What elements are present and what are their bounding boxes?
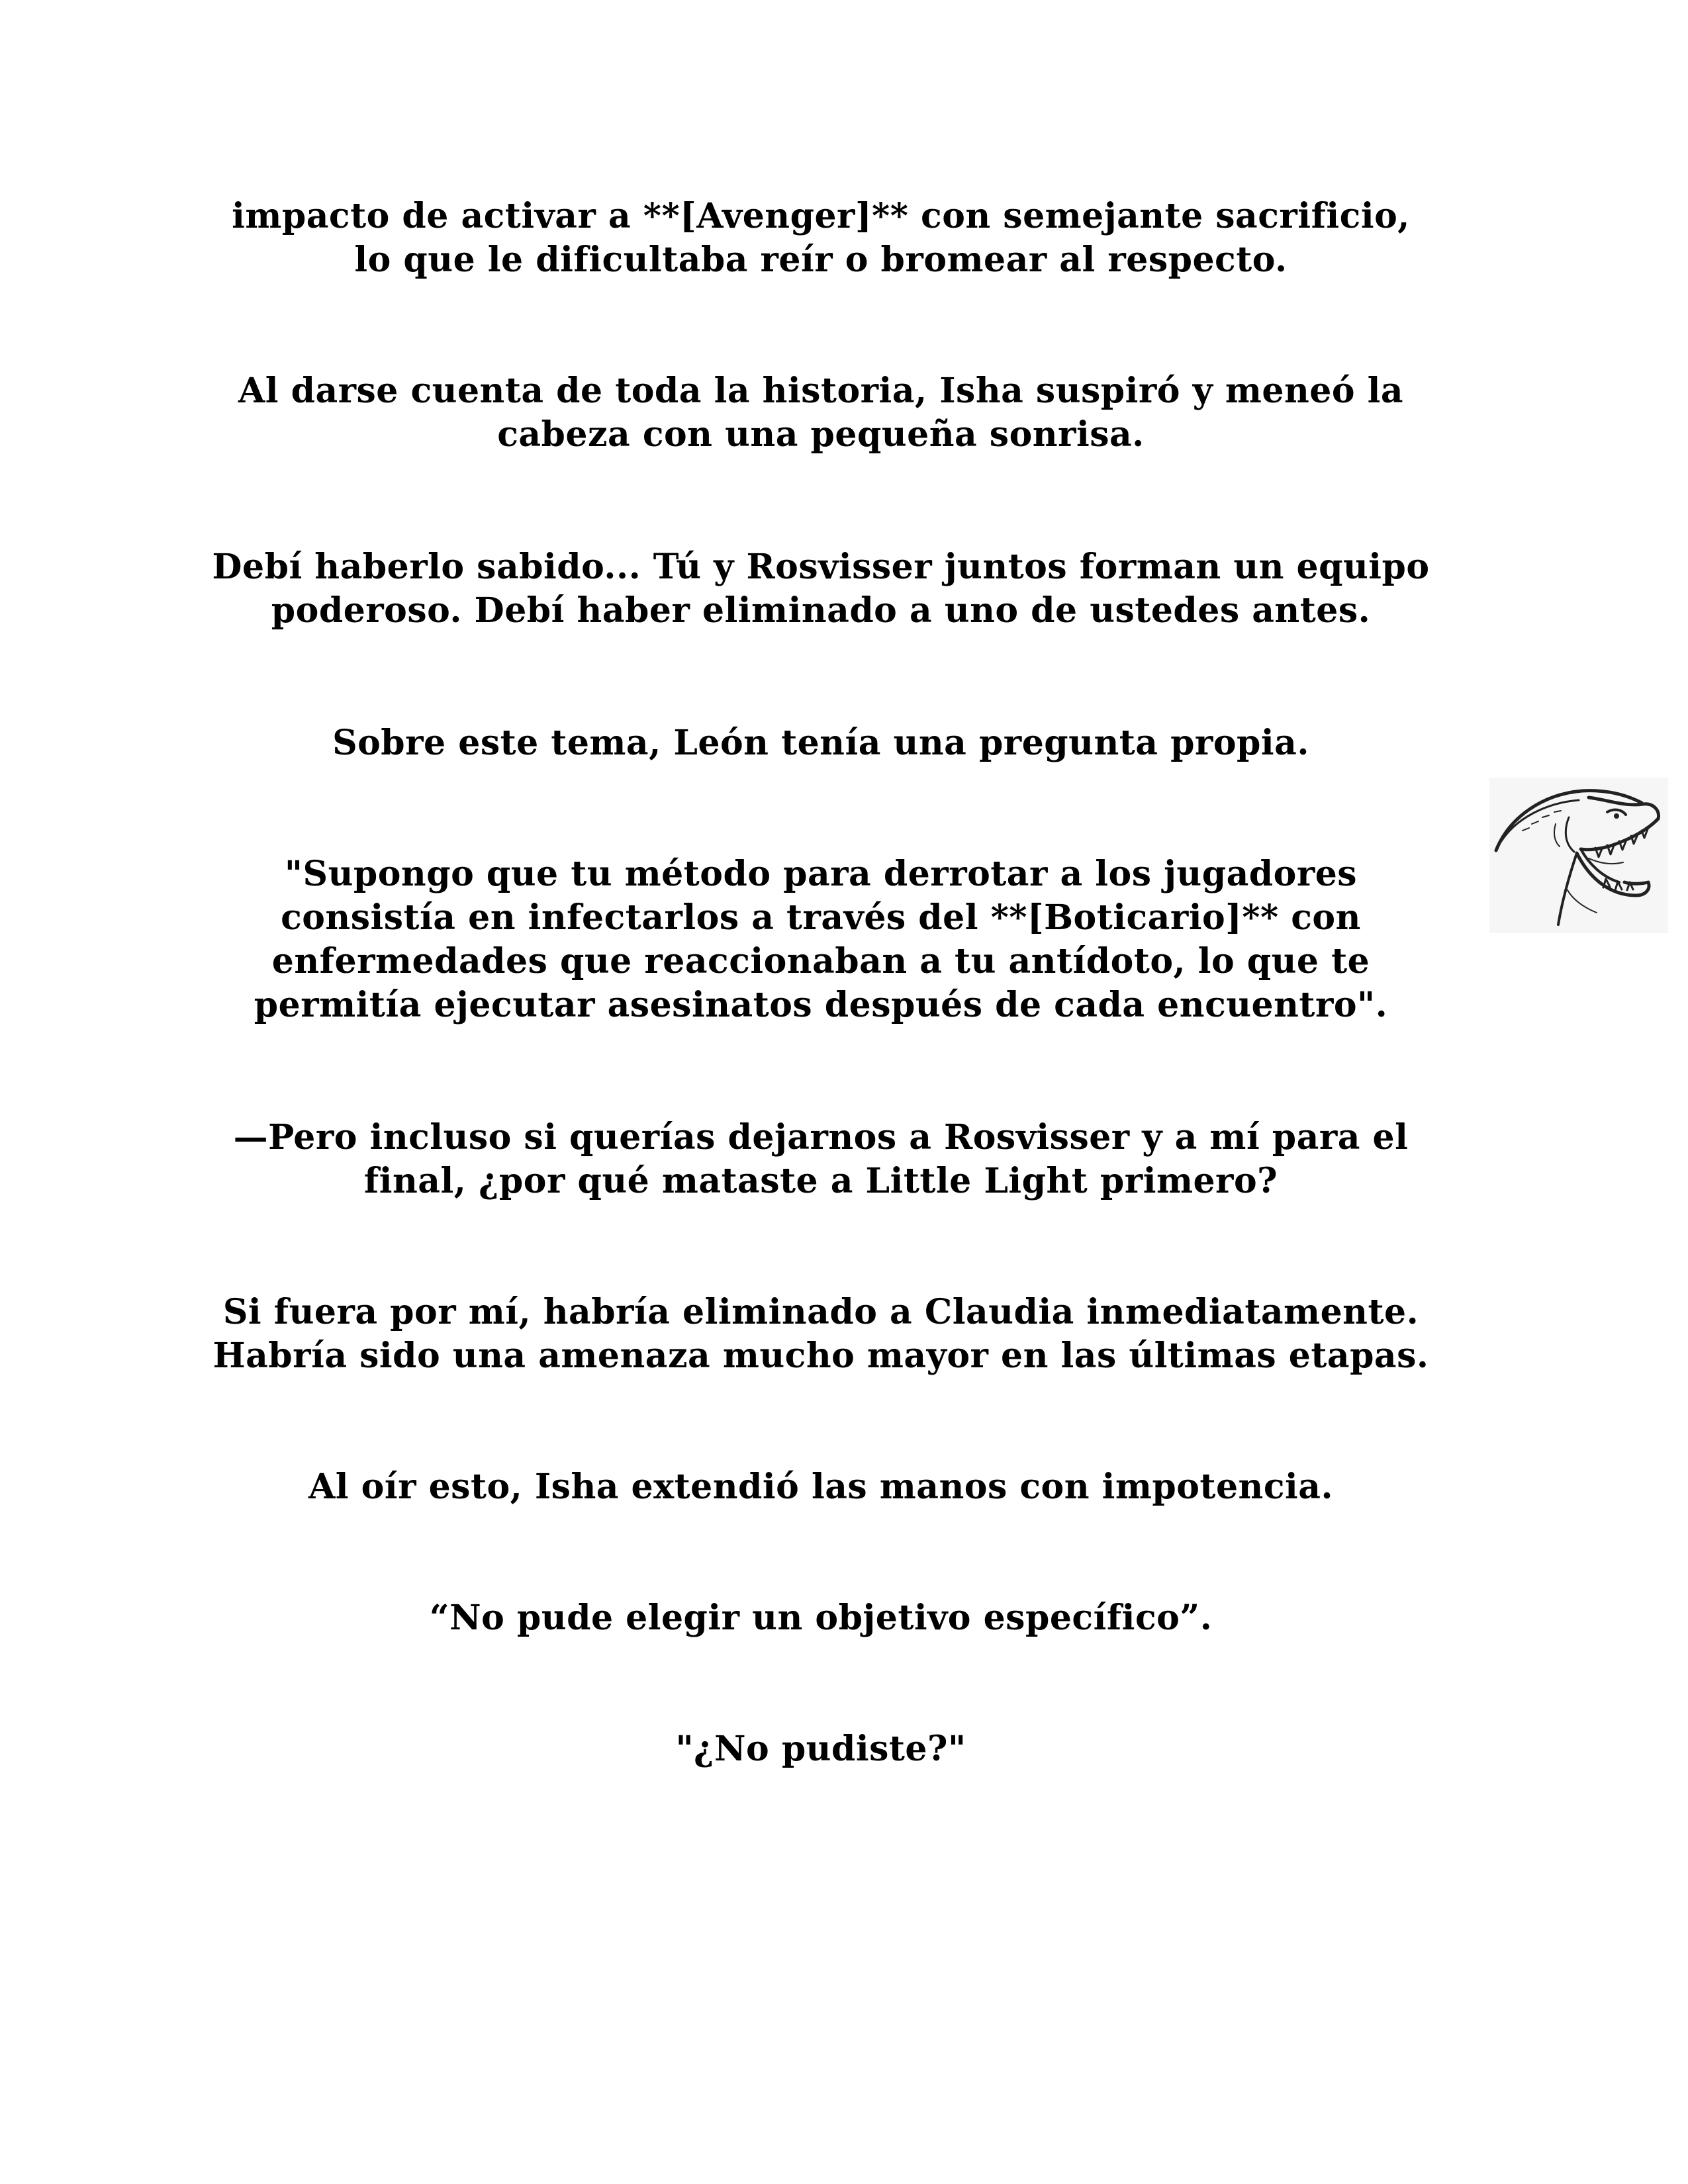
paragraph-line: cabeza con una pequeña sonrisa. bbox=[497, 414, 1145, 455]
paragraph-line: impacto de activar a **[Avenger]** con semejante sacrificio, bbox=[232, 196, 1410, 236]
paragraph-line: Si fuera por mí, habría eliminado a Claudia inmediatamente. bbox=[222, 1292, 1419, 1332]
paragraph-3 bbox=[199, 545, 1443, 633]
paragraph-2 bbox=[199, 369, 1443, 457]
paragraph-line: final, ¿por qué mataste a Little Light primero? bbox=[363, 1161, 1278, 1201]
paragraph-9 bbox=[199, 1596, 1443, 1640]
paragraph-line: —Pero incluso si querías dejarnos a Rosvisser y a mí para el bbox=[233, 1117, 1409, 1158]
paragraph-1 bbox=[199, 195, 1443, 282]
paragraph-6 bbox=[199, 1116, 1443, 1203]
paragraph-10 bbox=[199, 1727, 1443, 1771]
paragraph-line: “No pude elegir un objetivo específico”. bbox=[429, 1598, 1213, 1638]
paragraph-7 bbox=[199, 1291, 1443, 1378]
paragraph-line: Habría sido una amenaza mucho mayor en las últimas etapas. bbox=[212, 1336, 1429, 1376]
paragraph-line: "Supongo que tu método para derrotar a los jugadores bbox=[284, 854, 1358, 894]
paragraph-line: Debí haberlo sabido... Tú y Rosvisser juntos forman un equipo bbox=[212, 547, 1430, 587]
paragraph-line: poderoso. Debí haber eliminado a uno de ustedes antes. bbox=[271, 590, 1371, 631]
paragraph-5 bbox=[199, 852, 1443, 1027]
paragraph-line: Al oír esto, Isha extendió las manos con impotencia. bbox=[308, 1467, 1334, 1507]
paragraph-line: lo que le dificultaba reír o bromear al respecto. bbox=[354, 240, 1288, 280]
dinosaur-head-sketch-icon bbox=[1489, 778, 1668, 933]
paragraph-line: Sobre este tema, León tenía una pregunta propia. bbox=[332, 723, 1309, 763]
paragraph-line: permitía ejecutar asesinatos después de cada encuentro". bbox=[254, 985, 1388, 1025]
paragraph-4 bbox=[199, 721, 1443, 765]
paragraph-line: "¿No pudiste?" bbox=[675, 1729, 966, 1769]
paragraph-line: Al darse cuenta de toda la historia, Isha suspiró y meneó la bbox=[238, 371, 1404, 411]
paragraph-8 bbox=[199, 1465, 1443, 1509]
paragraph-line: consistía en infectarlos a través del **[Boticario]** con bbox=[281, 897, 1361, 938]
paragraph-line: enfermedades que reaccionaban a tu antídoto, lo que te bbox=[271, 941, 1370, 981]
